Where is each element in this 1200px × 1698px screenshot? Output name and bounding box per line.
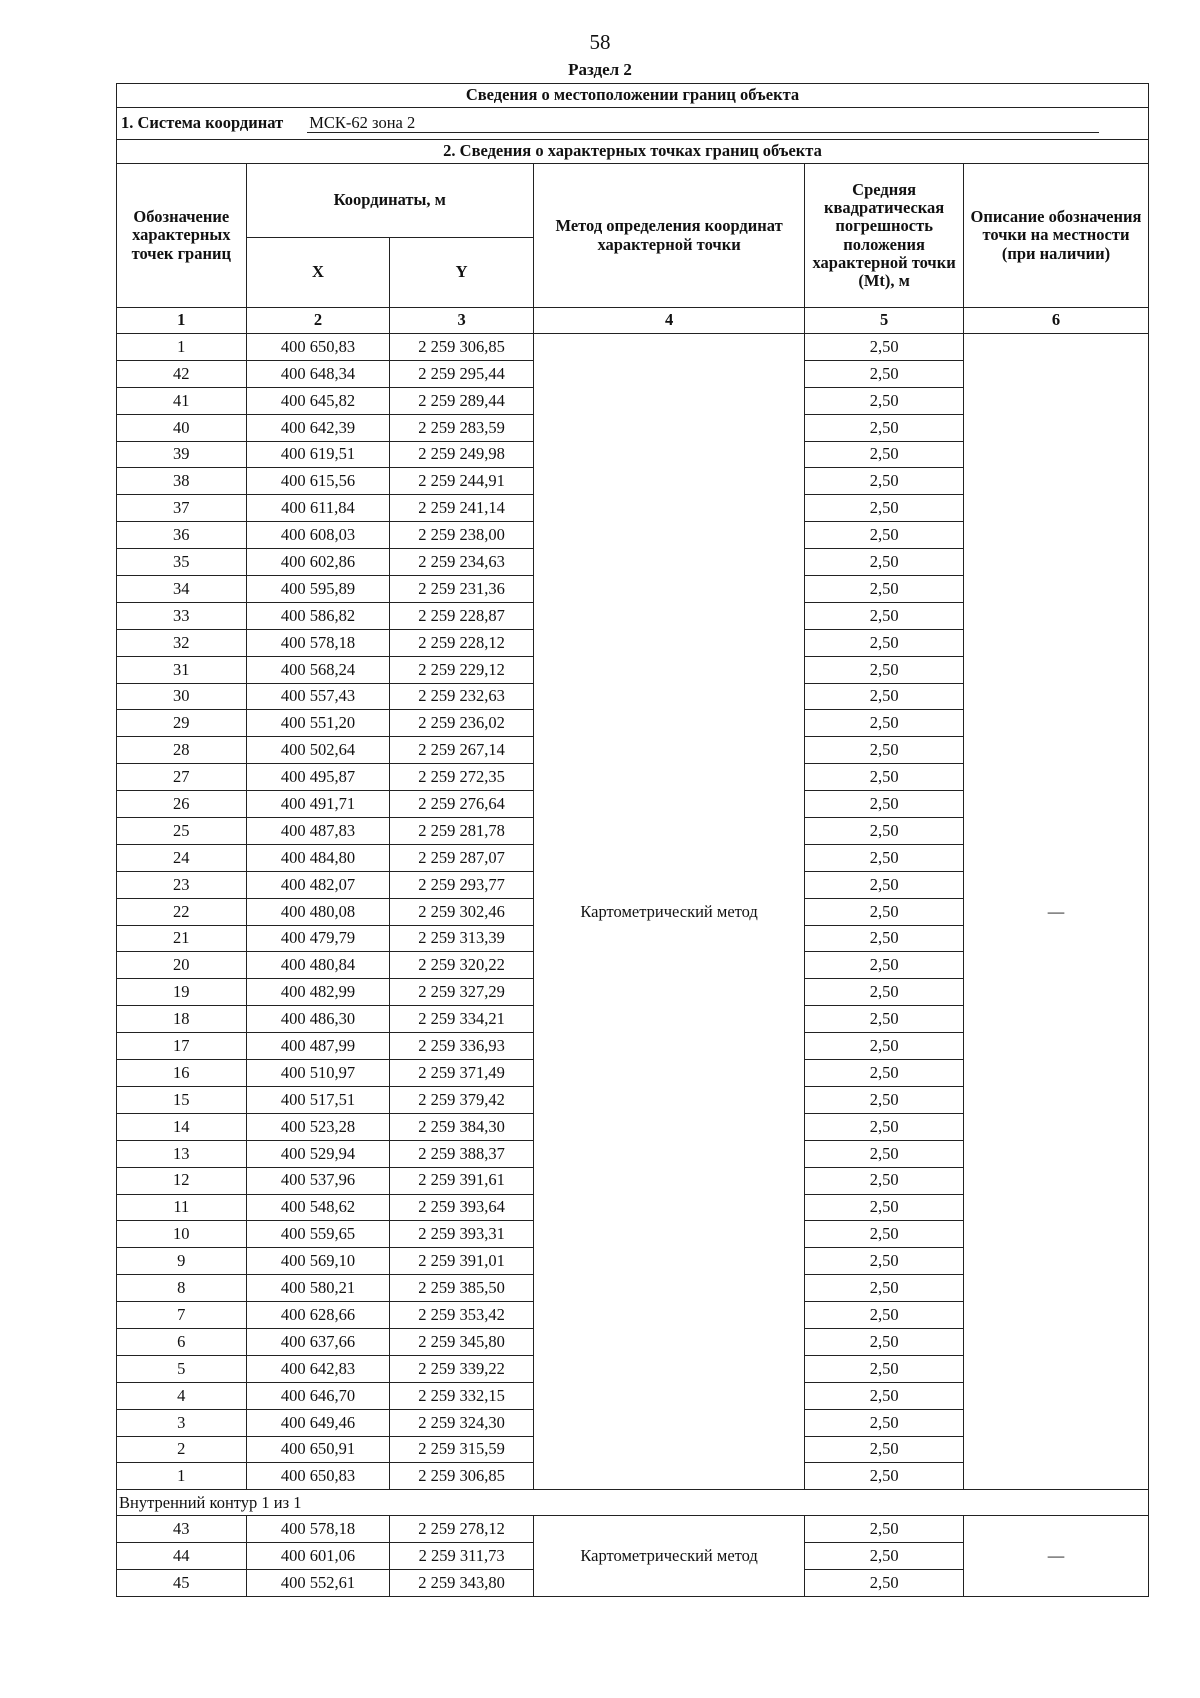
accuracy-cell: 2,50	[805, 898, 964, 925]
y-cell: 2 259 332,15	[390, 1382, 534, 1409]
point-cell: 3	[117, 1409, 247, 1436]
accuracy-cell: 2,50	[805, 818, 964, 845]
x-cell: 400 602,86	[246, 549, 390, 576]
point-cell: 22	[117, 898, 247, 925]
accuracy-cell: 2,50	[805, 1194, 964, 1221]
accuracy-cell: 2,50	[805, 1086, 964, 1113]
y-cell: 2 259 249,98	[390, 441, 534, 468]
x-cell: 400 486,30	[246, 1006, 390, 1033]
x-cell: 400 650,83	[246, 334, 390, 361]
x-cell: 400 615,56	[246, 468, 390, 495]
table-title: Сведения о местоположении границ объекта	[117, 84, 1149, 108]
point-cell: 1	[117, 334, 247, 361]
x-cell: 400 580,21	[246, 1275, 390, 1302]
x-cell: 400 484,80	[246, 844, 390, 871]
x-cell: 400 578,18	[246, 1516, 390, 1543]
accuracy-cell: 2,50	[805, 737, 964, 764]
y-cell: 2 259 293,77	[390, 871, 534, 898]
page-number: 58	[589, 30, 611, 54]
x-cell: 400 557,43	[246, 683, 390, 710]
y-cell: 2 259 244,91	[390, 468, 534, 495]
y-cell: 2 259 320,22	[390, 952, 534, 979]
accuracy-cell: 2,50	[805, 844, 964, 871]
y-cell: 2 259 393,31	[390, 1221, 534, 1248]
accuracy-cell: 2,50	[805, 549, 964, 576]
x-cell: 400 642,83	[246, 1355, 390, 1382]
coord-system-value: МСК-62 зона 2	[307, 114, 1099, 133]
y-cell: 2 259 324,30	[390, 1409, 534, 1436]
x-cell: 400 510,97	[246, 1060, 390, 1087]
header-point-designation: Обозначение характерных точек границ	[117, 164, 247, 308]
x-cell: 400 537,96	[246, 1167, 390, 1194]
header-accuracy: Средняя квадратическая погрешность положения характерной точки (Mt), м	[805, 164, 964, 308]
accuracy-cell: 2,50	[805, 1167, 964, 1194]
y-cell: 2 259 391,61	[390, 1167, 534, 1194]
inner-contour-label: Внутренний контур 1 из 1	[117, 1490, 1149, 1516]
coord-system-row	[117, 108, 1149, 140]
coord-system-label: 1. Система координат	[121, 112, 284, 132]
y-cell: 2 259 384,30	[390, 1113, 534, 1140]
x-cell: 400 482,99	[246, 979, 390, 1006]
y-cell: 2 259 353,42	[390, 1302, 534, 1329]
accuracy-cell: 2,50	[805, 1060, 964, 1087]
accuracy-cell: 2,50	[805, 629, 964, 656]
accuracy-cell: 2,50	[805, 334, 964, 361]
accuracy-cell: 2,50	[805, 1113, 964, 1140]
point-cell: 27	[117, 764, 247, 791]
x-cell: 400 569,10	[246, 1248, 390, 1275]
y-cell: 2 259 278,12	[390, 1516, 534, 1543]
accuracy-cell: 2,50	[805, 656, 964, 683]
point-cell: 26	[117, 791, 247, 818]
accuracy-cell: 2,50	[805, 414, 964, 441]
x-cell: 400 502,64	[246, 737, 390, 764]
point-cell: 29	[117, 710, 247, 737]
x-cell: 400 637,66	[246, 1328, 390, 1355]
x-cell: 400 586,82	[246, 602, 390, 629]
x-cell: 400 480,08	[246, 898, 390, 925]
accuracy-cell: 2,50	[805, 1436, 964, 1463]
accuracy-cell: 2,50	[805, 791, 964, 818]
y-cell: 2 259 343,80	[390, 1570, 534, 1597]
accuracy-cell: 2,50	[805, 1006, 964, 1033]
point-cell: 33	[117, 602, 247, 629]
y-cell: 2 259 371,49	[390, 1060, 534, 1087]
x-cell: 400 650,83	[246, 1463, 390, 1490]
x-cell: 400 568,24	[246, 656, 390, 683]
point-cell: 20	[117, 952, 247, 979]
accuracy-cell: 2,50	[805, 360, 964, 387]
y-cell: 2 259 238,00	[390, 522, 534, 549]
accuracy-cell: 2,50	[805, 387, 964, 414]
point-cell: 40	[117, 414, 247, 441]
y-cell: 2 259 276,64	[390, 791, 534, 818]
inner-contour-row	[117, 1490, 1149, 1516]
points-title: 2. Сведения о характерных точках границ объекта	[117, 140, 1149, 164]
x-cell: 400 482,07	[246, 871, 390, 898]
y-cell: 2 259 229,12	[390, 656, 534, 683]
x-cell: 400 649,46	[246, 1409, 390, 1436]
point-cell: 16	[117, 1060, 247, 1087]
header-y: Y	[390, 238, 534, 308]
accuracy-cell: 2,50	[805, 1248, 964, 1275]
y-cell: 2 259 385,50	[390, 1275, 534, 1302]
point-cell: 10	[117, 1221, 247, 1248]
y-cell: 2 259 283,59	[390, 414, 534, 441]
point-cell: 38	[117, 468, 247, 495]
point-cell: 32	[117, 629, 247, 656]
y-cell: 2 259 234,63	[390, 549, 534, 576]
accuracy-cell: 2,50	[805, 602, 964, 629]
x-cell: 400 611,84	[246, 495, 390, 522]
y-cell: 2 259 315,59	[390, 1436, 534, 1463]
description-cell: —	[964, 334, 1149, 1490]
y-cell: 2 259 232,63	[390, 683, 534, 710]
x-cell: 400 642,39	[246, 414, 390, 441]
x-cell: 400 491,71	[246, 791, 390, 818]
x-cell: 400 646,70	[246, 1382, 390, 1409]
x-cell: 400 552,61	[246, 1570, 390, 1597]
point-cell: 42	[117, 360, 247, 387]
x-cell: 400 551,20	[246, 710, 390, 737]
header-description: Описание обозначения точки на местности (при наличии)	[964, 164, 1149, 308]
y-cell: 2 259 228,12	[390, 629, 534, 656]
accuracy-cell: 2,50	[805, 710, 964, 737]
y-cell: 2 259 289,44	[390, 387, 534, 414]
y-cell: 2 259 306,85	[390, 334, 534, 361]
accuracy-cell: 2,50	[805, 1033, 964, 1060]
x-cell: 400 619,51	[246, 441, 390, 468]
accuracy-cell: 2,50	[805, 1409, 964, 1436]
accuracy-cell: 2,50	[805, 925, 964, 952]
point-cell: 43	[117, 1516, 247, 1543]
x-cell: 400 495,87	[246, 764, 390, 791]
accuracy-cell: 2,50	[805, 1543, 964, 1570]
y-cell: 2 259 391,01	[390, 1248, 534, 1275]
point-cell: 7	[117, 1302, 247, 1329]
y-cell: 2 259 228,87	[390, 602, 534, 629]
y-cell: 2 259 393,64	[390, 1194, 534, 1221]
point-cell: 11	[117, 1194, 247, 1221]
x-cell: 400 645,82	[246, 387, 390, 414]
accuracy-cell: 2,50	[805, 441, 964, 468]
x-cell: 400 517,51	[246, 1086, 390, 1113]
x-cell: 400 487,83	[246, 818, 390, 845]
x-cell: 400 548,62	[246, 1194, 390, 1221]
accuracy-cell: 2,50	[805, 576, 964, 603]
point-cell: 15	[117, 1086, 247, 1113]
section-title: Раздел 2	[568, 60, 632, 79]
x-cell: 400 650,91	[246, 1436, 390, 1463]
accuracy-cell: 2,50	[805, 1221, 964, 1248]
accuracy-cell: 2,50	[805, 1140, 964, 1167]
x-cell: 400 601,06	[246, 1543, 390, 1570]
point-cell: 37	[117, 495, 247, 522]
y-cell: 2 259 345,80	[390, 1328, 534, 1355]
header-method: Метод определения координат характерной точки	[533, 164, 804, 308]
accuracy-cell: 2,50	[805, 1570, 964, 1597]
y-cell: 2 259 281,78	[390, 818, 534, 845]
x-cell: 400 523,28	[246, 1113, 390, 1140]
accuracy-cell: 2,50	[805, 1328, 964, 1355]
y-cell: 2 259 313,39	[390, 925, 534, 952]
header-number-3: 3	[390, 308, 534, 334]
y-cell: 2 259 295,44	[390, 360, 534, 387]
point-cell: 6	[117, 1328, 247, 1355]
header-number-2: 2	[246, 308, 390, 334]
header-number-4: 4	[533, 308, 804, 334]
point-cell: 35	[117, 549, 247, 576]
accuracy-cell: 2,50	[805, 683, 964, 710]
point-cell: 28	[117, 737, 247, 764]
point-cell: 1	[117, 1463, 247, 1490]
y-cell: 2 259 327,29	[390, 979, 534, 1006]
y-cell: 2 259 302,46	[390, 898, 534, 925]
y-cell: 2 259 236,02	[390, 710, 534, 737]
accuracy-cell: 2,50	[805, 1355, 964, 1382]
accuracy-cell: 2,50	[805, 979, 964, 1006]
x-cell: 400 480,84	[246, 952, 390, 979]
point-cell: 25	[117, 818, 247, 845]
point-cell: 2	[117, 1436, 247, 1463]
y-cell: 2 259 241,14	[390, 495, 534, 522]
accuracy-cell: 2,50	[805, 1463, 964, 1490]
point-cell: 30	[117, 683, 247, 710]
point-cell: 24	[117, 844, 247, 871]
accuracy-cell: 2,50	[805, 1302, 964, 1329]
y-cell: 2 259 379,42	[390, 1086, 534, 1113]
accuracy-cell: 2,50	[805, 952, 964, 979]
y-cell: 2 259 272,35	[390, 764, 534, 791]
point-cell: 17	[117, 1033, 247, 1060]
point-cell: 14	[117, 1113, 247, 1140]
point-cell: 45	[117, 1570, 247, 1597]
accuracy-cell: 2,50	[805, 1382, 964, 1409]
y-cell: 2 259 388,37	[390, 1140, 534, 1167]
table-row	[117, 334, 1149, 361]
accuracy-cell: 2,50	[805, 1275, 964, 1302]
accuracy-cell: 2,50	[805, 1516, 964, 1543]
point-cell: 18	[117, 1006, 247, 1033]
header-number-6: 6	[964, 308, 1149, 334]
y-cell: 2 259 287,07	[390, 844, 534, 871]
point-cell: 9	[117, 1248, 247, 1275]
point-cell: 31	[117, 656, 247, 683]
accuracy-cell: 2,50	[805, 468, 964, 495]
header-number-5: 5	[805, 308, 964, 334]
accuracy-cell: 2,50	[805, 764, 964, 791]
y-cell: 2 259 339,22	[390, 1355, 534, 1382]
accuracy-cell: 2,50	[805, 495, 964, 522]
y-cell: 2 259 306,85	[390, 1463, 534, 1490]
point-cell: 34	[117, 576, 247, 603]
y-cell: 2 259 311,73	[390, 1543, 534, 1570]
point-cell: 44	[117, 1543, 247, 1570]
x-cell: 400 479,79	[246, 925, 390, 952]
point-cell: 12	[117, 1167, 247, 1194]
y-cell: 2 259 231,36	[390, 576, 534, 603]
accuracy-cell: 2,50	[805, 522, 964, 549]
point-cell: 36	[117, 522, 247, 549]
accuracy-cell: 2,50	[805, 871, 964, 898]
point-cell: 8	[117, 1275, 247, 1302]
x-cell: 400 595,89	[246, 576, 390, 603]
point-cell: 39	[117, 441, 247, 468]
x-cell: 400 578,18	[246, 629, 390, 656]
x-cell: 400 559,65	[246, 1221, 390, 1248]
y-cell: 2 259 334,21	[390, 1006, 534, 1033]
table-row	[117, 1516, 1149, 1543]
point-cell: 13	[117, 1140, 247, 1167]
y-cell: 2 259 267,14	[390, 737, 534, 764]
point-cell: 21	[117, 925, 247, 952]
header-coordinates: Координаты, м	[246, 164, 533, 238]
point-cell: 5	[117, 1355, 247, 1382]
point-cell: 19	[117, 979, 247, 1006]
x-cell: 400 648,34	[246, 360, 390, 387]
x-cell: 400 608,03	[246, 522, 390, 549]
point-cell: 41	[117, 387, 247, 414]
x-cell: 400 487,99	[246, 1033, 390, 1060]
point-cell: 4	[117, 1382, 247, 1409]
header-number-1: 1	[117, 308, 247, 334]
method-cell: Картометрический метод	[533, 334, 804, 1490]
method-cell: Картометрический метод	[533, 1516, 804, 1597]
boundary-table	[116, 83, 1149, 1597]
x-cell: 400 628,66	[246, 1302, 390, 1329]
description-cell: —	[964, 1516, 1149, 1597]
header-x: X	[246, 238, 390, 308]
y-cell: 2 259 336,93	[390, 1033, 534, 1060]
x-cell: 400 529,94	[246, 1140, 390, 1167]
point-cell: 23	[117, 871, 247, 898]
